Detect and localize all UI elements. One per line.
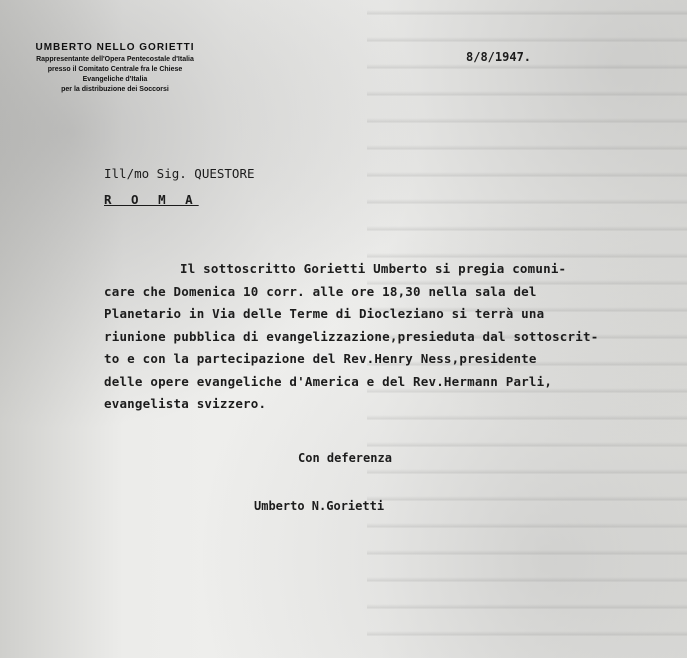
letterhead-name: UMBERTO NELLO GORIETTI — [35, 42, 195, 53]
signature: Umberto N.Gorietti — [254, 499, 385, 513]
addressee — [104, 161, 255, 213]
addressee-city: R O M A — [104, 192, 199, 207]
letterhead-line: Evangeliche d'Italia — [82, 76, 148, 83]
letter-body — [104, 258, 674, 416]
body-line: to e con la partecipazione del Rev.Henry Ness,presidente — [104, 351, 537, 366]
letter-date: 8/8/1947. — [466, 50, 532, 64]
body-line: Il sottoscritto Gorietti Umberto si pregia comuni- — [180, 261, 567, 276]
body-line: riunione pubblica di evangelizzazione,presieduta dal sottoscrit- — [104, 328, 599, 344]
body-line: evangelista svizzero. — [104, 396, 267, 411]
letterhead — [0, 42, 230, 95]
letterhead-line: Rappresentante dell'Opera Pentecostale d'Italia — [36, 56, 194, 63]
body-line: Planetario in Via delle Terme di Diocleziano si terrà una — [104, 306, 545, 321]
addressee-title: Ill/mo Sig. QUESTORE — [104, 166, 255, 181]
closing: Con deferenza — [298, 451, 392, 465]
letterhead-line: per la distribuzione dei Soccorsi — [61, 86, 169, 93]
body-line: delle opere evangeliche d'America e del Rev.Hermann Parli, — [104, 373, 553, 389]
letterhead-line: presso il Comitato Centrale fra le Chiese — [47, 66, 183, 73]
body-line: care che Domenica 10 corr. alle ore 18,30 nella sala del — [104, 283, 537, 299]
